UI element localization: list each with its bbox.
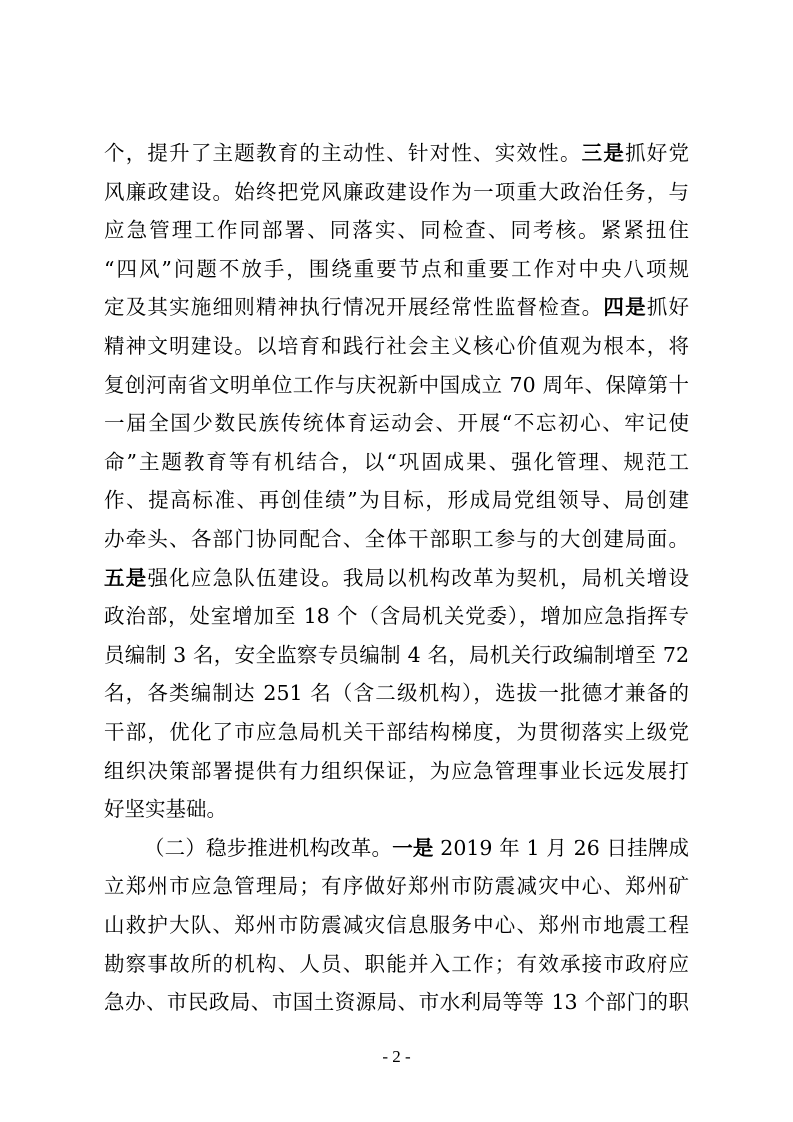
text-segment: 抓好党 xyxy=(625,141,690,165)
text-segment: 山救护大队、郑州市防震减灾信息服务中心、郑州市地震工程 xyxy=(104,913,689,937)
text-segment: 应急管理工作同部署、同落实、同检查、同考核。紧紧扭住 xyxy=(104,218,689,243)
text-line xyxy=(104,408,689,438)
text-line xyxy=(104,640,689,670)
text-segment: 立郑州市应急管理局；有序做好郑州市防震减灾中心、郑州矿 xyxy=(104,874,689,899)
text-segment: 命”主题教育等有机结合，以“巩固成果、强化管理、规范工 xyxy=(104,449,689,474)
text-line xyxy=(104,871,689,901)
text-line xyxy=(144,833,689,863)
text-line xyxy=(104,910,689,940)
text-line xyxy=(104,987,689,1017)
text-line xyxy=(104,524,689,554)
text-segment: 强化应急队伍建设。我局以机构改革为契机，局机关增设 xyxy=(147,565,690,590)
text-segment: 干部，优化了市应急局机关干部结构梯度，为贯彻落实上级党 xyxy=(104,720,689,744)
text-segment: 急办、市民政局、市国土资源局、市水利局等等 13 个部门的职 xyxy=(104,990,689,1015)
text-line xyxy=(104,949,689,979)
text-line xyxy=(104,678,689,708)
text-line xyxy=(104,447,689,477)
text-segment: 个，提升了主题教育的主动性、针对性、实效性。 xyxy=(104,141,582,165)
text-segment: 员编制 3 名，安全监察专员编制 4 名，局机关行政编制增至 72 xyxy=(104,642,689,667)
text-line xyxy=(104,292,689,322)
text-line xyxy=(104,794,689,824)
text-segment: 作、提高标准、再创佳绩”为目标，形成局党组领导、局创建 xyxy=(104,488,689,513)
text-line xyxy=(104,254,689,284)
text-line xyxy=(104,601,689,631)
bold-lead-phrase: 四是 xyxy=(603,295,647,320)
text-line xyxy=(104,563,689,593)
text-segment: 好坚实基础。 xyxy=(104,797,227,822)
bold-lead-phrase: 一是 xyxy=(392,835,434,860)
text-segment: 组织决策部署提供有力组织保证，为应急管理事业长远发展打 xyxy=(104,758,689,783)
text-segment: 名，各类编制达 251 名（含二级机构），选拔一批德才兼备的 xyxy=(104,681,689,706)
text-line xyxy=(104,756,689,786)
text-segment: 2019 年 1 月 26 日挂牌成 xyxy=(433,835,690,860)
bold-lead-phrase: 五是 xyxy=(104,565,148,590)
text-line xyxy=(104,370,689,400)
text-line xyxy=(104,717,689,747)
text-segment: 办牵头、各部门协同配合、全体干部职工参与的大创建局面。 xyxy=(104,527,689,551)
text-segment: （二）稳步推进机构改革。 xyxy=(144,835,393,860)
text-segment: 勘察事故所的机构、人员、职能并入工作；有效承接市政府应 xyxy=(104,951,689,976)
text-segment: 复创河南省文明单位工作与庆祝新中国成立 70 周年、保障第十 xyxy=(104,372,689,397)
text-line xyxy=(104,331,689,361)
text-segment: 抓好 xyxy=(646,295,690,320)
text-line xyxy=(104,485,689,515)
text-segment: “四风”问题不放手，围绕重要节点和重要工作对中央八项规 xyxy=(104,256,689,281)
bold-lead-phrase: 三是 xyxy=(581,141,626,165)
text-line xyxy=(104,138,689,168)
text-segment: 风廉政建设。始终把党风廉政建设作为一项重大政治任务，与 xyxy=(104,179,689,204)
text-segment: 精神文明建设。以培育和践行社会主义核心价值观为根本，将 xyxy=(104,334,689,358)
text-line xyxy=(104,177,689,207)
text-line xyxy=(104,215,689,245)
text-segment: 定及其实施细则精神执行情况开展经常性监督检查。 xyxy=(104,295,604,320)
page-number: - 2 - xyxy=(382,1047,411,1066)
text-segment: 一届全国少数民族传统体育运动会、开展“不忘初心、牢记使 xyxy=(104,411,689,436)
text-segment: 政治部，处室增加至 18 个（含局机关党委），增加应急指挥专 xyxy=(104,604,689,629)
